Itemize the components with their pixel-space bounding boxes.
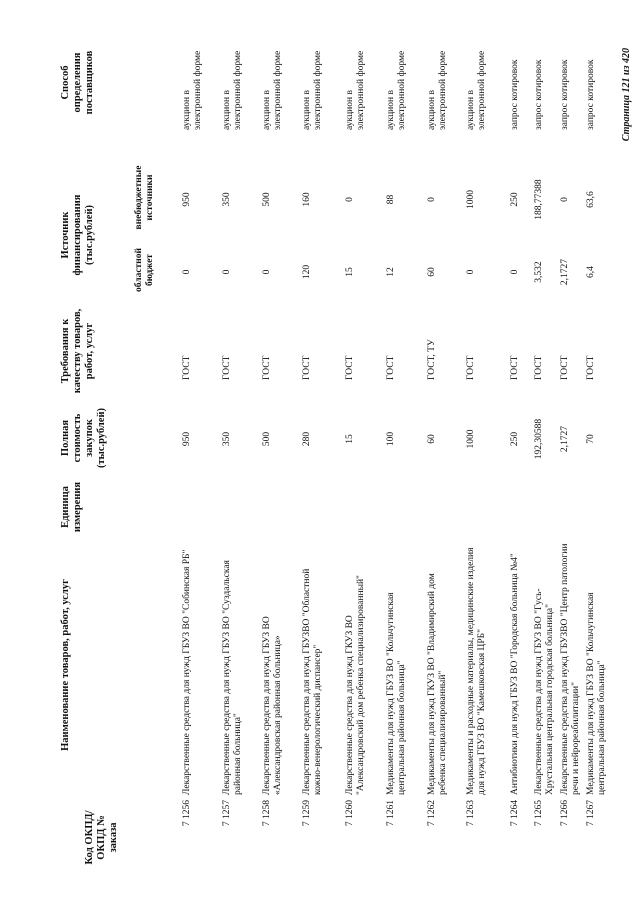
table-row [386,0,422,905]
row-regional: 60 [427,267,437,277]
header-method: Способ определения поставщиков [60,50,95,115]
row-total: 70 [586,434,596,444]
row-code: 7 1267 [586,800,596,827]
row-code: 7 1258 [262,800,272,827]
row-extra: 950 [182,192,192,207]
row-code: 7 1266 [560,800,570,827]
row-method: аукцион в электронной форме [427,50,448,130]
row-regional: 120 [302,264,312,280]
table-row [345,0,381,905]
row-requirements: ГОСТ [302,355,312,380]
row-code: 7 1259 [302,800,312,827]
row-name: Медикаменты и расходные материалы, медицинские изделия для нужд ГБУЗ ВО "Камешковская ЦРБ" [466,547,487,795]
row-regional: 0 [222,269,232,275]
row-method: аукцион в электронной форме [182,50,203,130]
header-source: Источник финансирования (тыс.рублей) [60,194,95,276]
row-requirements: ГОСТ [262,355,272,380]
row-requirements: ГОСТ [560,355,570,380]
row-extra: 250 [510,192,520,207]
header-name: Наименование товаров, работ, услуг [60,579,71,751]
row-extra: 0 [560,197,570,202]
row-method: запрос котировок [560,59,570,130]
row-name: Лекарственные средства для нужд ГБУЗ ВО «Александровская районная больница» [262,616,283,795]
table-row [586,0,622,905]
row-name: Лекарственные средства для нужд ГБУЗВО "Центр патологии речи и нейрореабилитации" [560,543,581,795]
row-extra: 63,6 [586,191,596,208]
row-total: 192,30588 [534,418,544,460]
row-regional: 3,532 [534,261,544,283]
row-total: 60 [427,434,437,444]
row-total: 500 [262,431,272,447]
row-requirements: ГОСТ [182,355,192,380]
row-regional: 2,1727 [560,258,570,286]
row-method: аукцион в электронной форме [386,50,407,130]
row-extra: 160 [302,192,312,207]
row-regional: 12 [386,267,396,277]
row-code: 7 1261 [386,800,396,827]
table-row [182,0,218,905]
row-requirements: ГОСТ [345,355,355,380]
row-method: аукцион в электронной форме [262,50,283,130]
row-requirements: ГОСТ [534,355,544,380]
page-number: Страница 121 из 420 [621,48,632,142]
row-name: Лекарственные средства для нужд ГБУЗВО "Областной кожно-венерологический диспансер" [302,568,323,795]
row-requirements: ГОСТ [510,355,520,380]
row-name: Лекарственные средства для нужд ГБУЗ ВО "Суздальская районная больница" [222,560,243,795]
row-total: 250 [510,431,520,447]
row-method: аукцион в электронной форме [345,50,366,130]
row-extra: 88 [386,194,396,205]
table-header [52,0,172,905]
row-total: 2,1727 [560,425,570,453]
row-extra: 0 [427,197,437,202]
table-row [466,0,502,905]
row-name: Лекарственные средства для нужд ГБУЗ ВО "Гусь-Хрустальная центральная городская больница" [534,588,555,795]
row-requirements: ГОСТ [586,355,596,380]
row-name: Лекарственные средства для нужд ГБУЗ ВО "Собинская РБ" [182,549,192,795]
row-total: 350 [222,431,232,447]
row-method: запрос котировок [586,59,596,130]
row-extra: 188,77388 [534,179,544,220]
row-name: Антибиотики для нужд ГБУЗ ВО "Городская больница №4" [510,553,520,795]
header-code: Код ОКПД/ ОКПД № заказа [84,810,119,865]
table-row [302,0,338,905]
header-total: Полная стоимость закупок (тыс.рублей) [60,407,107,469]
header-requirements: Требования к качеству товаров, работ, услуг [60,308,95,394]
row-requirements: ГОСТ [222,355,232,380]
header-unit: Единица измерения [60,481,83,533]
row-regional: 0 [466,269,476,275]
row-extra: 350 [222,192,232,207]
row-code: 7 1265 [534,800,544,827]
row-extra: 0 [345,197,355,202]
row-method: запрос котировок [510,59,520,130]
row-requirements: ГОСТ [466,355,476,380]
table-row [262,0,298,905]
row-code: 7 1257 [222,800,232,827]
row-extra: 500 [262,192,272,207]
row-code: 7 1260 [345,800,355,827]
row-name: Лекарственные средства для нужд ГКУЗ ВО "Александровский дом ребенка специализированный" [345,575,366,795]
header-source-regional: областной бюджет [134,248,155,292]
row-name: Медикаменты для нужд ГБУЗ ВО "Кольчугинская центральная районная больница" [386,592,407,795]
row-requirements: ГОСТ [386,355,396,380]
row-method: аукцион в электронной форме [466,50,487,130]
row-total: 950 [182,431,192,447]
row-total: 280 [302,431,312,447]
row-method: аукцион в электронной форме [222,50,243,130]
row-code: 7 1262 [427,800,437,827]
row-code: 7 1256 [182,800,192,827]
row-code: 7 1264 [510,800,520,827]
row-regional: 0 [182,269,192,275]
row-extra: 1000 [466,190,476,209]
row-total: 100 [386,431,396,447]
row-code: 7 1263 [466,800,476,827]
table-row [427,0,463,905]
table-row [222,0,258,905]
row-total: 15 [345,434,355,444]
row-method: запрос котировок [534,59,544,130]
row-regional: 6,4 [586,266,596,278]
row-method: аукцион в электронной форме [302,50,323,130]
row-requirements: ГОСТ, ТУ [427,339,437,380]
row-name: Медикаменты для нужд ГКУЗ ВО "Владимирский дом ребенка специализированный" [427,573,448,795]
row-regional: 0 [262,269,272,275]
row-name: Медикаменты для нужд ГБУЗ ВО "Кольчугинская центральная районная больница" [586,592,607,795]
header-source-extra: внебюджетные источники [134,165,155,230]
row-total: 1000 [466,429,476,449]
row-regional: 15 [345,267,355,277]
row-regional: 0 [510,269,520,275]
